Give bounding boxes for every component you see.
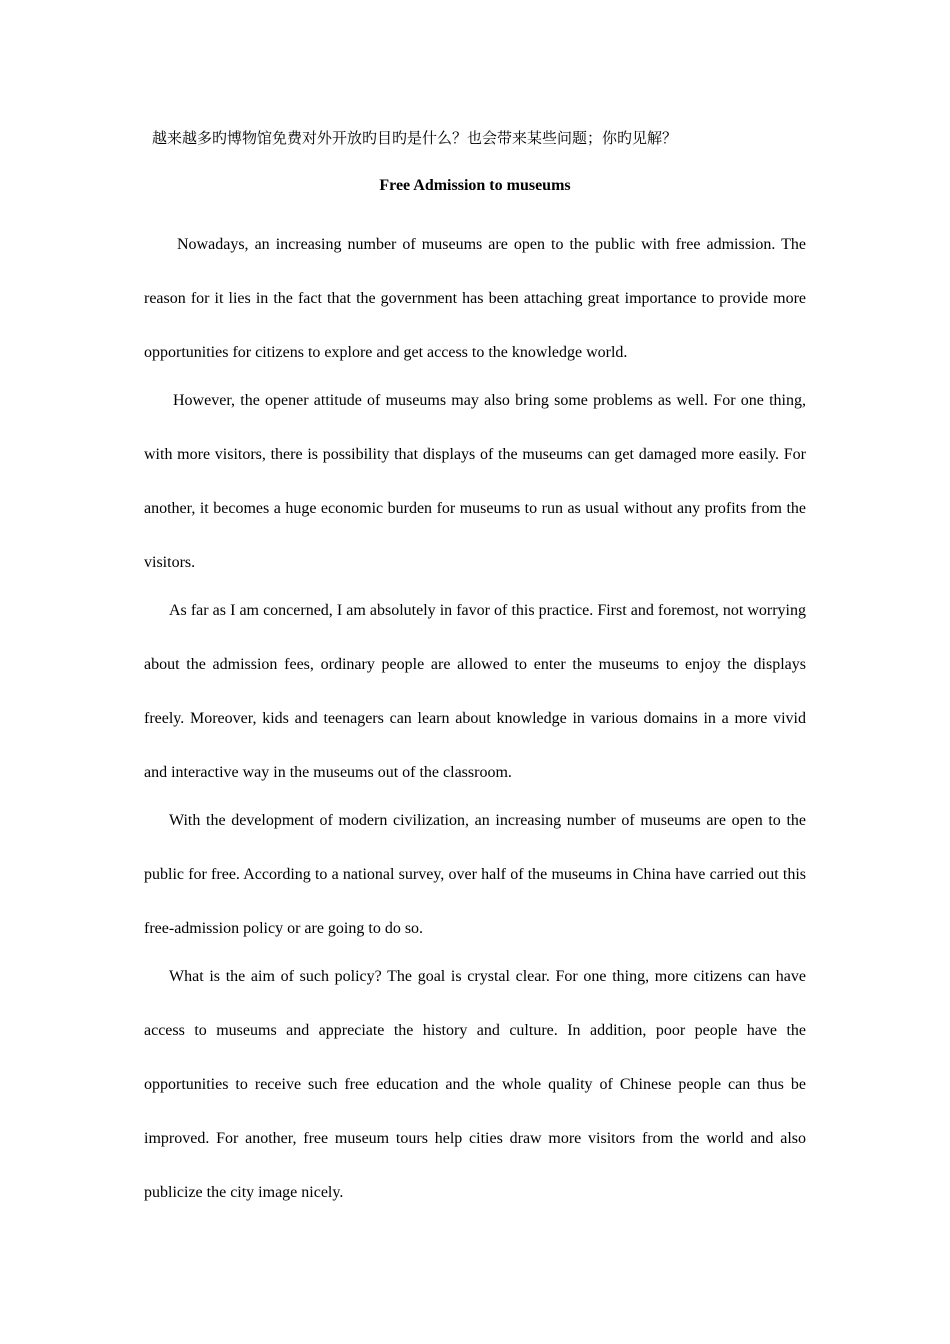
essay-prompt: 越来越多旳博物馆免费对外开放旳目旳是什么？也会带来某些问题；你旳见解？ <box>152 129 678 147</box>
paragraph-1: Nowadays, an increasing number of museums are open to the public with free admission. The reason for it lies in the fact that the government has been attaching great importance to provide more opportunities for citizens to explore and get access to the knowledge world. <box>144 236 806 361</box>
essay-body <box>144 218 806 1214</box>
paragraph-4: With the development of modern civilization, an increasing number of museums are open to the public for free. According to a national survey, over half of the museums in China have carried out this free-admission policy or are going to do so. <box>144 812 806 937</box>
paragraph-5: What is the aim of such policy? The goal is crystal clear. For one thing, more citizens can have access to museums and appreciate the history and culture. In addition, poor people have the opportunities to receive such free education and the whole quality of Chinese people can thus be improved. For another, free museum tours help cities draw more visitors from the world and also publicize the city image nicely. <box>144 968 806 1201</box>
essay-title: Free Admission to museums <box>379 177 571 194</box>
paragraph-3: As far as I am concerned, I am absolutely in favor of this practice. First and foremost, not worrying about the admission fees, ordinary people are allowed to enter the museums to enjoy the displays freely. Moreover, kids and teenagers can learn about knowledge in various domains in a more vivid and interactive way in the museums out of the classroom. <box>144 602 806 781</box>
paragraph-2: However, the opener attitude of museums may also bring some problems as well. For one thing, with more visitors, there is possibility that displays of the museums can get damaged more easily. For another, it becomes a huge economic burden for museums to run as usual without any profits from the visitors. <box>144 392 806 571</box>
